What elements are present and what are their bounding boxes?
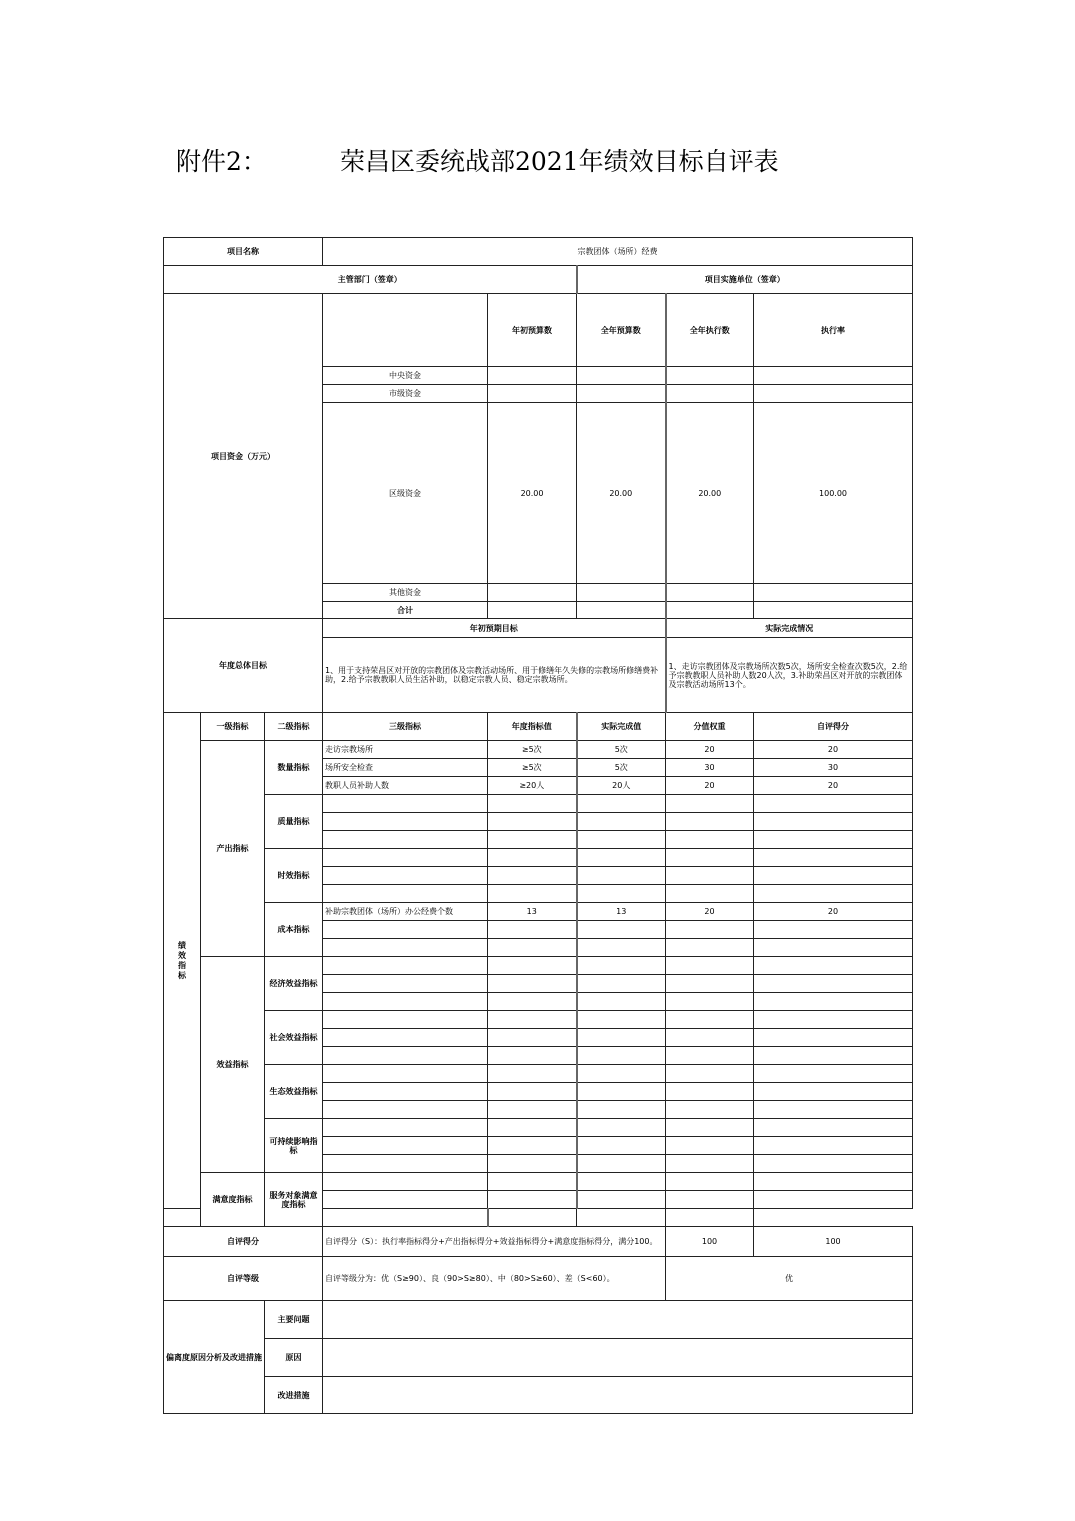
indicator-weight: 20 [666,903,754,921]
timeliness-label: 时效指标 [265,849,323,903]
empty-cell [754,921,913,939]
empty-cell [754,1011,913,1029]
empty-cell [577,1029,666,1047]
empty-cell [577,1173,666,1191]
empty-cell [488,1083,577,1101]
indicator-score: 20 [754,903,913,921]
indicator-name: 教职人员补助人数 [323,777,488,795]
empty-cell [666,1119,754,1137]
empty-cell [323,1011,488,1029]
empty-cell [666,1155,754,1173]
funds-row-label: 中央资金 [323,367,488,385]
empty-cell [666,795,754,813]
empty-cell [323,1119,488,1137]
funds-cell [754,367,913,385]
empty-cell [754,1119,913,1137]
problem-value [323,1301,913,1339]
empty-cell [754,885,913,903]
indicator-score: 30 [754,759,913,777]
funds-cell: 20.00 [666,403,754,584]
benefit-label: 效益指标 [201,957,265,1173]
empty-cell [754,831,913,849]
funds-cell [577,602,666,619]
empty-cell [488,1137,577,1155]
funds-cell: 20.00 [488,403,577,584]
grade-value: 优 [666,1257,913,1301]
empty-cell [754,813,913,831]
empty-cell [754,1191,913,1209]
indicators-side-label: 绩效指标 [164,713,201,1209]
empty-cell [488,867,577,885]
empty-cell [577,1191,666,1209]
goals-section-label: 年度总体目标 [164,619,323,713]
indicators-header-row [164,713,913,741]
goals-actual-label: 实际完成情况 [666,619,913,638]
indicator-row [164,903,913,921]
empty-cell [323,867,488,885]
funds-cell [488,602,577,619]
indicator-score: 20 [754,777,913,795]
empty-cell [577,1083,666,1101]
unit-label: 项目实施单位（签章） [577,266,913,294]
empty-cell [754,1047,913,1065]
project-name-value: 宗教团体（场所）经费 [323,238,913,266]
funds-cell [577,385,666,403]
attachment-label: 附件2： [176,147,267,176]
empty-cell [577,939,666,957]
indicator-row [164,741,913,759]
dept-row [164,266,913,294]
empty-cell [577,795,666,813]
indicator-score: 20 [754,741,913,759]
empty-cell [323,1101,488,1119]
empty-cell [488,1065,577,1083]
indicator-row [164,1119,913,1137]
indicator-actual: 5次 [577,759,666,777]
empty-cell [666,1011,754,1029]
indicator-weight: 20 [666,777,754,795]
funds-cell [666,385,754,403]
empty-cell [754,993,913,1011]
page-title: 荣昌区委统战部2021年绩效目标自评表 [340,147,779,176]
empty-cell [666,993,754,1011]
deviation-section-label: 偏离度原因分析及改进措施 [164,1301,265,1414]
indicator-row [164,957,913,975]
empty-cell [666,1209,754,1227]
social-label: 社会效益指标 [265,1011,323,1065]
empty-cell [666,1137,754,1155]
funds-section-label: 项目资金（万元） [164,294,323,619]
funds-header-blank [323,294,488,367]
empty-cell [666,939,754,957]
empty-cell [577,993,666,1011]
empty-cell [577,849,666,867]
empty-cell [323,939,488,957]
empty-cell [666,921,754,939]
score-weight: 100 [666,1227,754,1257]
satisfaction-label: 满意度指标 [201,1173,265,1227]
goals-header-row [164,619,913,638]
empty-cell [488,1191,577,1209]
indicator-weight: 20 [666,741,754,759]
empty-cell [488,1119,577,1137]
empty-cell [323,1137,488,1155]
project-name-row [164,238,913,266]
reason-label: 原因 [265,1339,323,1377]
empty-cell [666,957,754,975]
empty-cell [488,1029,577,1047]
funds-cell [488,584,577,602]
empty-cell [577,1137,666,1155]
empty-cell [577,1101,666,1119]
evaluation-table [163,237,913,1414]
empty-cell [666,885,754,903]
indicator-row [164,1173,913,1191]
indicators-header: 三级指标 [323,713,488,741]
empty-cell [488,975,577,993]
empty-cell [577,1119,666,1137]
indicator-name: 补助宗教团体（场所）办公经费个数 [323,903,488,921]
funds-cell [488,385,577,403]
empty-cell [323,831,488,849]
empty-cell [666,1101,754,1119]
economic-label: 经济效益指标 [265,957,323,1011]
score-label: 自评得分 [164,1227,323,1257]
quality-label: 质量指标 [265,795,323,849]
indicator-actual: 20人 [577,777,666,795]
empty-cell [488,849,577,867]
deviation-row [164,1339,913,1377]
indicators-header: 二级指标 [265,713,323,741]
funds-cell [754,602,913,619]
funds-header: 年初预算数 [488,294,577,367]
measure-label: 改进措施 [265,1377,323,1414]
empty-cell [488,1047,577,1065]
empty-cell [323,1155,488,1173]
indicator-row [164,849,913,867]
empty-cell [577,885,666,903]
empty-cell [323,1083,488,1101]
empty-cell [488,1101,577,1119]
empty-cell [323,849,488,867]
goals-planned-text: 1、用于支持荣昌区对开放的宗教团体及宗教活动场所、用于修缮年久失修的宗教场所修缮费补助，2.给予宗教教职人员生活补助，以稳定宗教人员、稳定宗教场所。 [323,638,666,713]
indicator-row [164,795,913,813]
empty-cell [754,939,913,957]
empty-cell [323,1029,488,1047]
empty-cell [323,993,488,1011]
problem-label: 主要问题 [265,1301,323,1339]
empty-cell [577,1047,666,1065]
empty-cell [323,1065,488,1083]
empty-cell [577,1011,666,1029]
empty-cell [323,1191,488,1209]
measure-value [323,1377,913,1414]
empty-cell [488,795,577,813]
empty-cell [754,1155,913,1173]
empty-cell [323,975,488,993]
empty-cell [577,975,666,993]
empty-cell [754,1065,913,1083]
empty-cell [577,831,666,849]
empty-cell [488,921,577,939]
empty-cell [754,957,913,975]
funds-cell [577,367,666,385]
empty-cell [488,1011,577,1029]
empty-cell [666,1173,754,1191]
indicators-header: 自评得分 [754,713,913,741]
empty-cell [323,885,488,903]
grade-row [164,1257,913,1301]
empty-cell [666,1047,754,1065]
deviation-row [164,1301,913,1339]
funds-header: 全年预算数 [577,294,666,367]
empty-cell [488,885,577,903]
empty-cell [754,1137,913,1155]
empty-cell [577,1065,666,1083]
empty-cell [754,1101,913,1119]
funds-row-label: 其他资金 [323,584,488,602]
funds-cell: 20.00 [577,403,666,584]
indicator-actual: 5次 [577,741,666,759]
empty-cell [666,1065,754,1083]
empty-cell [666,1029,754,1047]
empty-cell [488,1155,577,1173]
indicator-name: 场所安全检查 [323,759,488,777]
funds-header: 执行率 [754,294,913,367]
indicator-target: ≥20人 [488,777,577,795]
empty-cell [488,939,577,957]
reason-value [323,1339,913,1377]
empty-cell [577,957,666,975]
page-header [0,142,1075,182]
indicator-row [164,1011,913,1029]
score-row [164,1227,913,1257]
sustainable-label: 可持续影响指标 [265,1119,323,1173]
funds-row-label: 区级资金 [323,403,488,584]
output-label: 产出指标 [201,741,265,957]
funds-cell [754,385,913,403]
evaluation-form [163,237,912,1400]
empty-cell [754,795,913,813]
empty-cell [754,1173,913,1191]
empty-cell [577,813,666,831]
funds-cell [488,367,577,385]
dept-label: 主管部门（签章） [164,266,577,294]
indicators-header: 实际完成值 [577,713,666,741]
funds-cell [666,584,754,602]
service-satisfaction-label: 服务对象满意度指标 [265,1173,323,1227]
empty-cell [323,921,488,939]
indicator-target: ≥5次 [488,741,577,759]
indicators-header: 年度指标值 [488,713,577,741]
funds-cell: 100.00 [754,403,913,584]
indicator-target: 13 [488,903,577,921]
score-formula: 自评得分（S）：执行率指标得分+产出指标得分+效益指标得分+满意度指标得分，满分100。 [323,1227,666,1257]
empty-cell [666,867,754,885]
cost-label: 成本指标 [265,903,323,957]
grade-label: 自评等级 [164,1257,323,1301]
empty-cell [323,1047,488,1065]
funds-header-row [164,294,913,367]
empty-cell [323,795,488,813]
empty-cell [488,957,577,975]
empty-cell [577,1209,666,1227]
indicator-weight: 30 [666,759,754,777]
empty-cell [666,849,754,867]
empty-cell [488,1209,577,1227]
empty-cell [666,1083,754,1101]
empty-cell [754,867,913,885]
indicator-name: 走访宗教场所 [323,741,488,759]
goals-planned-label: 年初预期目标 [323,619,666,638]
score-value: 100 [754,1227,913,1257]
empty-cell [488,1173,577,1191]
empty-cell [754,849,913,867]
indicators-header: 分值权重 [666,713,754,741]
empty-cell [488,993,577,1011]
empty-cell [488,813,577,831]
empty-cell [164,1209,201,1227]
empty-cell [323,957,488,975]
empty-cell [666,975,754,993]
empty-cell [754,975,913,993]
empty-cell [323,813,488,831]
funds-cell [754,584,913,602]
goals-actual-text: 1、走访宗教团体及宗教场所次数5次，场所安全检查次数5次，2.给予宗教教职人员补助人数20人次，3.补助荣昌区对开放的宗教团体及宗教活动场所13个。 [666,638,913,713]
funds-cell [666,602,754,619]
project-name-label: 项目名称 [164,238,323,266]
empty-cell [754,1029,913,1047]
quantity-label: 数量指标 [265,741,323,795]
ecological-label: 生态效益指标 [265,1065,323,1119]
deviation-row [164,1377,913,1414]
empty-cell [754,1083,913,1101]
funds-row-label: 市级资金 [323,385,488,403]
empty-cell [577,867,666,885]
indicator-actual: 13 [577,903,666,921]
empty-cell [488,831,577,849]
grade-formula: 自评等级分为：优（S≥90）、良（90>S≥80）、中（80>S≥60）、差（S<60）。 [323,1257,666,1301]
empty-cell [323,1173,488,1191]
funds-row-label: 合计 [323,602,488,619]
empty-cell [323,1209,488,1227]
indicators-header: 一级指标 [201,713,265,741]
indicator-target: ≥5次 [488,759,577,777]
indicator-row [164,1065,913,1083]
empty-cell [666,1191,754,1209]
empty-cell [666,831,754,849]
empty-cell [666,813,754,831]
funds-cell [666,367,754,385]
funds-header: 全年执行数 [666,294,754,367]
empty-cell [577,921,666,939]
funds-cell [577,584,666,602]
empty-cell [577,1155,666,1173]
